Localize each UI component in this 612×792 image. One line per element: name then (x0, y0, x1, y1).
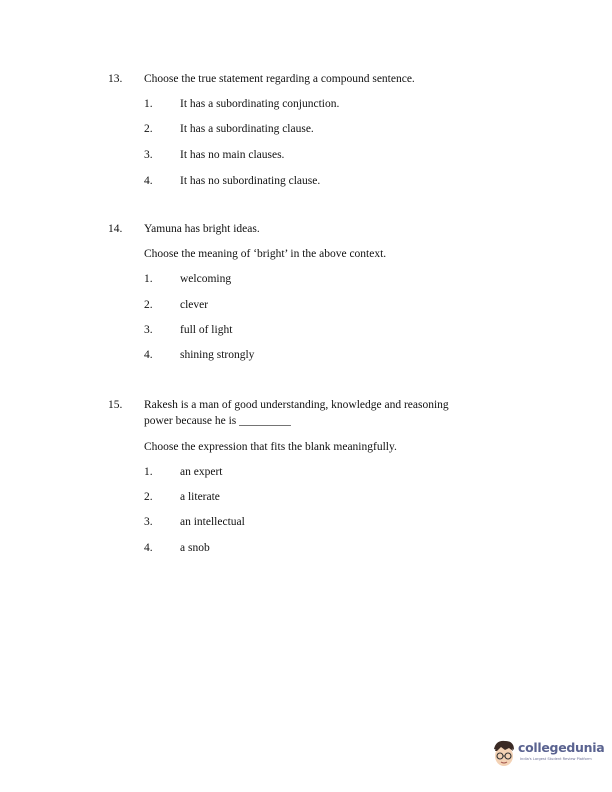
option-number: 1. (144, 466, 153, 478)
question-text: Choose the true statement regarding a compound sentence. (144, 73, 415, 85)
option-text: welcoming (180, 273, 232, 285)
option-text: an intellectual (180, 516, 245, 528)
option-number: 4. (144, 349, 153, 361)
option-number: 1. (144, 273, 153, 285)
question-number: 13. (108, 73, 123, 85)
option-number: 1. (144, 98, 153, 110)
option-text: an expert (180, 466, 223, 478)
option-text: It has a subordinating conjunction. (180, 98, 340, 110)
brand-name: collegedunia (518, 740, 605, 755)
brand-tagline: India's Largest Student Review Platform (520, 757, 592, 761)
collegedunia-logo (492, 737, 605, 773)
option-number: 4. (144, 542, 153, 554)
question-text-continued: power because he is _________ (144, 415, 291, 427)
question-number: 14. (108, 223, 123, 235)
question-instruction: Choose the meaning of ‘bright’ in the above context. (144, 248, 387, 260)
option-text: It has no main clauses. (180, 149, 285, 161)
option-text: It has no subordinating clause. (180, 175, 321, 187)
question-text: Rakesh is a man of good understanding, knowledge and reasoning (144, 399, 449, 411)
option-number: 2. (144, 491, 153, 503)
option-number: 3. (144, 149, 153, 161)
option-text: a snob (180, 542, 210, 554)
question-text: Yamuna has bright ideas. (144, 223, 260, 235)
question-number: 15. (108, 399, 123, 411)
option-text: It has a subordinating clause. (180, 123, 314, 135)
option-text: clever (180, 299, 209, 311)
question-instruction: Choose the expression that fits the blank meaningfully. (144, 441, 397, 453)
option-number: 2. (144, 123, 153, 135)
mascot-face-icon (492, 739, 516, 769)
option-number: 4. (144, 175, 153, 187)
option-number: 3. (144, 324, 153, 336)
option-number: 3. (144, 516, 153, 528)
option-number: 2. (144, 299, 153, 311)
option-text: shining strongly (180, 349, 255, 361)
option-text: full of light (180, 324, 233, 336)
option-text: a literate (180, 491, 220, 503)
